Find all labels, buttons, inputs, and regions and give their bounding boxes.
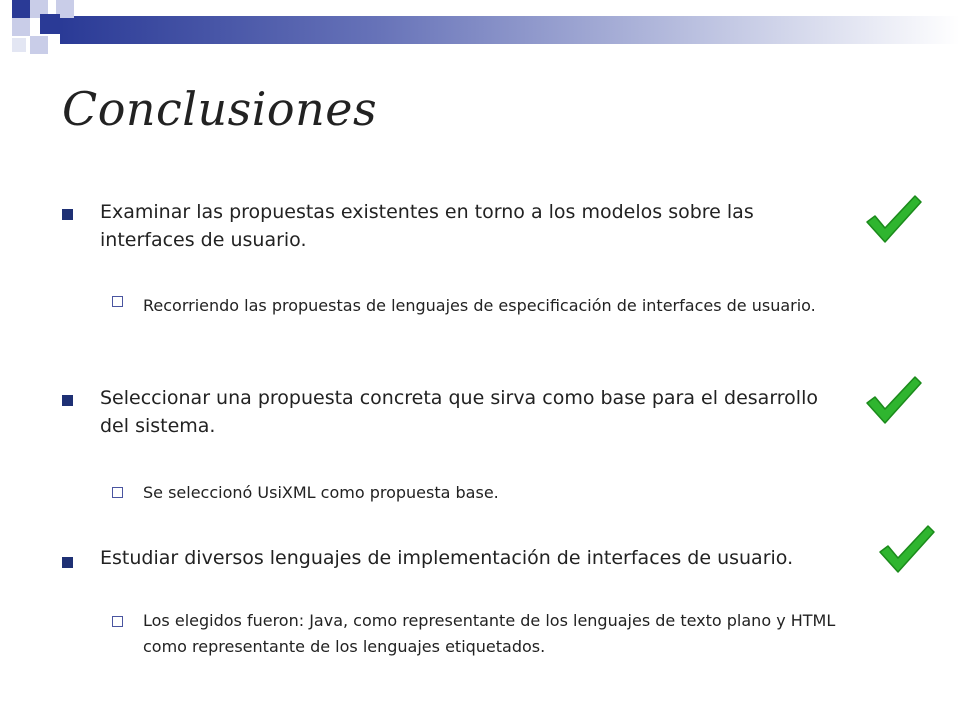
item-2-subtext: Se seleccionó UsiXML como propuesta base. — [143, 483, 499, 502]
slide-title: Conclusiones — [62, 82, 378, 136]
bullet-square-icon — [62, 395, 73, 406]
item-1-text: Examinar las propuestas existentes en torno a los modelos sobre las interfaces de usuario. — [100, 201, 754, 251]
item-1-subtext: Recorriendo las propuestas de lenguajes de especificación de interfaces de usuario. — [143, 296, 816, 315]
check-icon — [863, 192, 925, 248]
sub-bullet-square-icon — [112, 487, 123, 498]
sub-bullet-square-icon — [112, 296, 123, 307]
check-icon — [863, 373, 925, 429]
item-2-text: Seleccionar una propuesta concreta que sirva como base para el desarrollo del sistema. — [100, 387, 818, 437]
bullet-square-icon — [62, 557, 73, 568]
item-3-subtext: Los elegidos fueron: Java, como representante de los lenguajes de texto plano y HTML como representante de los lenguajes etiquetados. — [143, 611, 836, 656]
item-3-text: Estudiar diversos lenguajes de implementación de interfaces de usuario. — [100, 547, 794, 569]
check-icon — [876, 522, 938, 578]
sub-bullet-square-icon — [112, 616, 123, 627]
bullet-square-icon — [62, 209, 73, 220]
